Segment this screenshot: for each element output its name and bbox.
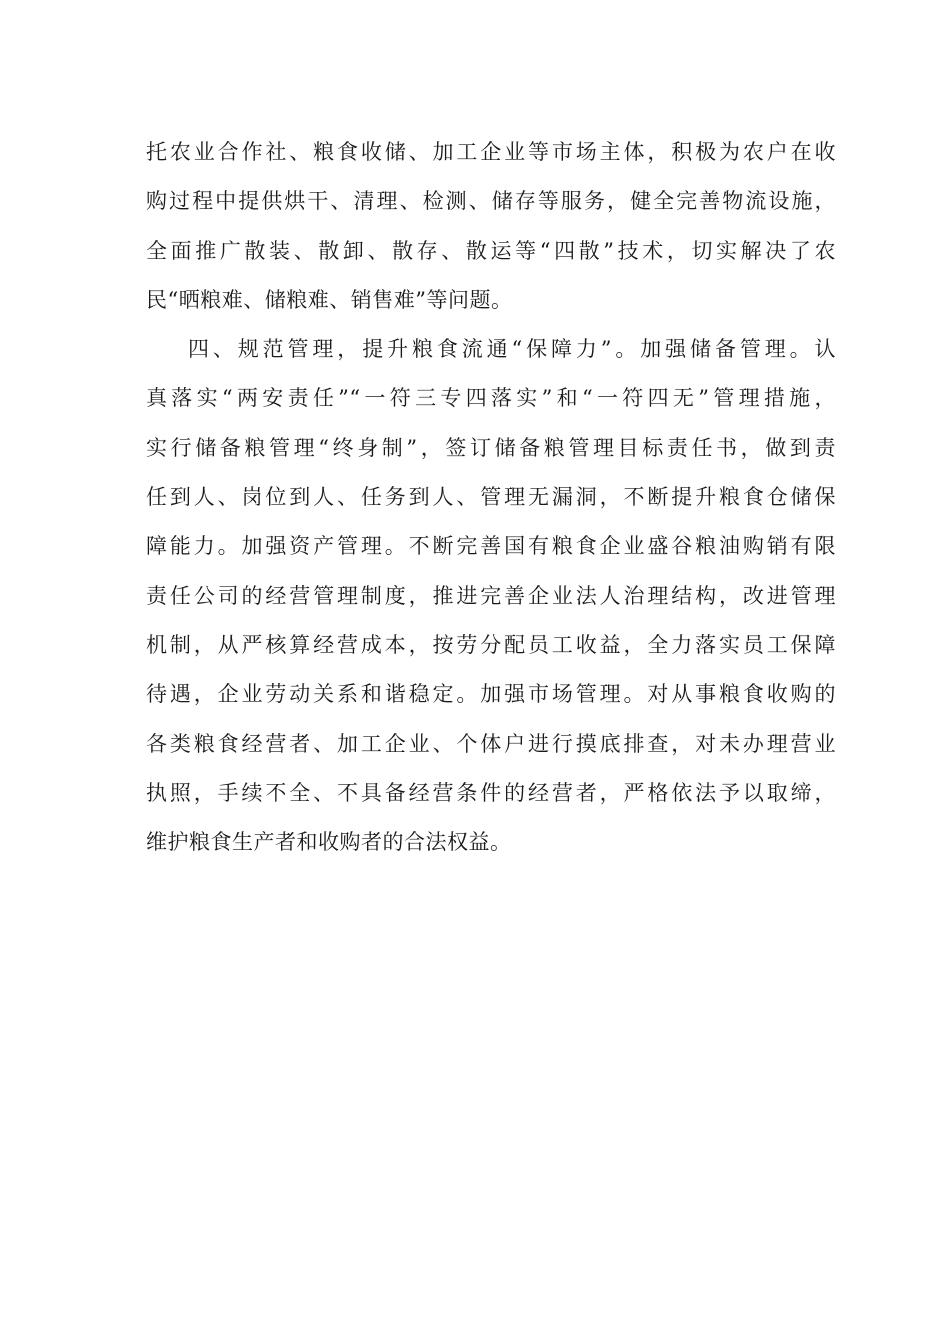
text-line: 民“晒粮难、储粮难、销售难”等问题。 <box>146 287 513 312</box>
text-line: 障能力。加强资产管理。不断完善国有粮食企业盛谷粮油购销有限 <box>146 534 836 559</box>
text-line: 实行储备粮管理“终身制”，签订储备粮管理目标责任书，做到责 <box>146 435 836 460</box>
text-line: 托农业合作社、粮食收储、加工企业等市场主体，积极为农户在收 <box>146 140 836 164</box>
text-line: 执照，手续不全、不具备经营条件的经营者，严格依法予以取缔， <box>146 780 836 805</box>
text-line: 维护粮食生产者和收购者的合法权益。 <box>146 830 512 855</box>
text-line: 机制，从严核算经营成本，按劳分配员工收益，全力落实员工保障 <box>146 632 836 657</box>
text-line: 待遇，企业劳动关系和谐稳定。加强市场管理。对从事粮食收购的 <box>146 682 836 707</box>
text-line: 购过程中提供烘干、清理、检测、储存等服务，健全完善物流设施， <box>146 189 836 214</box>
text-line: 责任公司的经营管理制度，推进完善企业法人治理结构，改进管理 <box>146 583 836 608</box>
text-line: 任到人、岗位到人、任务到人、管理无漏洞，不断提升粮食仓储保 <box>146 485 836 510</box>
body-text <box>146 128 836 867</box>
section-heading-line: 四、规范管理，提升粮食流通“保障力”。加强储备管理。认 <box>188 337 836 362</box>
text-line: 各类粮食经营者、加工企业、个体户进行摸底排查，对未办理营业 <box>146 731 836 756</box>
text-line: 全面推广散装、散卸、散存、散运等“四散”技术，切实解决了农 <box>146 238 836 263</box>
text-line: 真落实“两安责任”“一符三专四落实”和“一符四无”管理措施， <box>146 386 836 411</box>
